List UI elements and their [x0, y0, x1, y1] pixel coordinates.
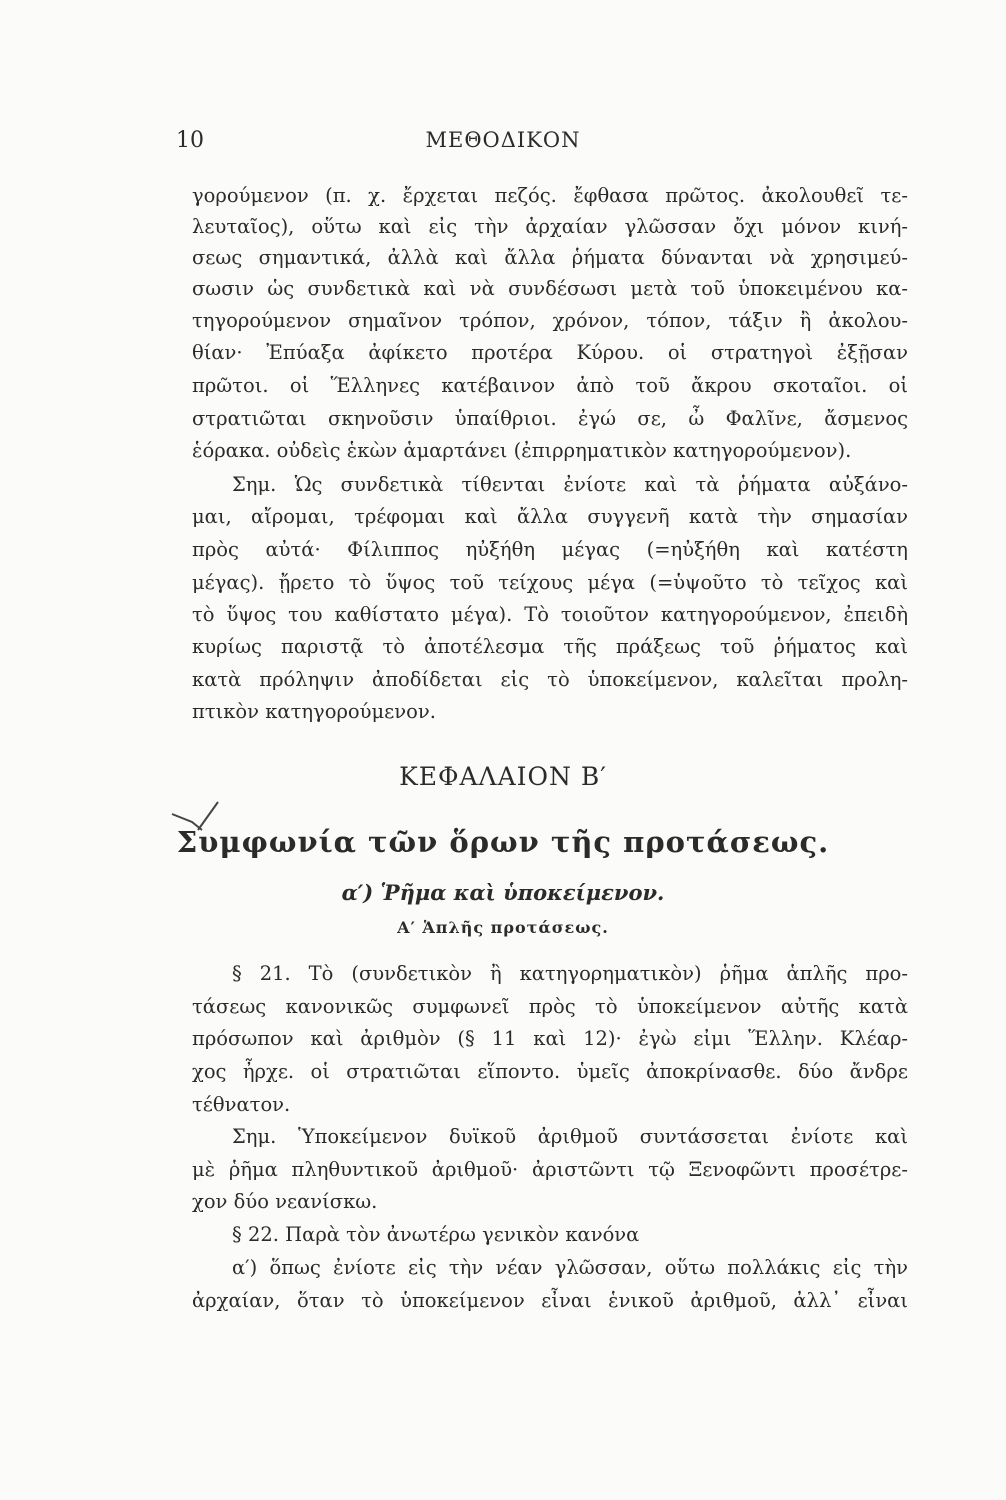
- text-line: Σημ. Ὑποκείμενον δυϊκοῦ ἀριθμοῦ συντάσσεται ἐνίοτε καὶ: [232, 1125, 908, 1148]
- text-line: μέγας). ᾔρετο τὸ ὕψος τοῦ τείχους μέγα (=ὑψοῦτο τὸ τεῖχος καὶ: [192, 571, 908, 594]
- text-line: μὲ ῥῆμα πληθυντικοῦ ἀριθμοῦ· ἀριστῶντι τῷ Ξενοφῶντι προσέτρε-: [192, 1158, 908, 1181]
- text-line: χον δύο νεανίσκω.: [192, 1190, 378, 1213]
- text-line: πρῶτοι. οἱ Ἕλληνες κατέβαινον ἀπὸ τοῦ ἄκρου σκοταῖοι. οἱ: [192, 374, 908, 397]
- section-title: Συμφωνία τῶν ὅρων τῆς προτάσεως.: [176, 825, 830, 859]
- text-line: § 21. Τὸ (συνδετικὸν ἢ κατηγορηματικὸν) ῥῆμα ἁπλῆς προ-: [232, 962, 908, 985]
- text-line: κυρίως παριστᾷ τὸ ἀποτέλεσμα τῆς πράξεως τοῦ ῥήματος καὶ: [192, 635, 908, 658]
- subsection-title: α′) Ῥῆμα καὶ ὑποκείμενον.: [341, 880, 665, 905]
- text-line: χος ἦρχε. οἱ στρατιῶται εἵποντο. ὑμεῖς ἀποκρίνασθε. δύο ἄνδρε: [192, 1060, 908, 1083]
- text-line: τάσεως κανονικῶς συμφωνεῖ πρὸς τὸ ὑποκείμενον αὐτῆς κατὰ: [192, 995, 908, 1018]
- text-line: κατὰ πρόληψιν ἀποδίδεται εἰς τὸ ὑποκείμενον, καλεῖται προλη-: [192, 668, 908, 691]
- page-number: 10: [176, 128, 204, 153]
- text-line: πτικὸν κατηγορούμενον.: [192, 700, 436, 723]
- subsubsection-title: Α′ Ἁπλῆς προτάσεως.: [397, 918, 609, 937]
- text-line: ἀρχαίαν, ὅταν τὸ ὑποκείμενον εἶναι ἑνικοῦ ἀριθμοῦ, ἀλλ᾽ εἶναι: [192, 1289, 908, 1312]
- text-line: λευταῖος), οὕτω καὶ εἰς τὴν ἀρχαίαν γλῶσσαν ὄχι μόνον κινή-: [192, 215, 908, 238]
- text-line: τέθνατον.: [192, 1093, 291, 1116]
- text-line: πρὸς αὐτά· Φίλιππος ηὐξήθη μέγας (=ηὐξήθη καὶ κατέστη: [192, 538, 908, 561]
- page-header: [0, 128, 1006, 160]
- text-line: τηγορούμενον σημαῖνον τρόπον, χρόνον, τόπον, τάξιν ἢ ἀκολου-: [192, 309, 908, 332]
- text-line: § 22. Παρὰ τὸν ἀνωτέρω γενικὸν κανόνα: [232, 1223, 640, 1246]
- text-line: τὸ ὕψος του καθίστατο μέγα). Τὸ τοιοῦτον κατηγορούμενον, ἐπειδὴ: [192, 603, 908, 626]
- text-line: θίαν· Ἐπύαξα ἀφίκετο προτέρα Κύρου. οἱ στρατηγοὶ ἐξῇσαν: [192, 341, 908, 364]
- text-line: στρατιῶται σκηνοῦσιν ὑπαίθριοι. ἐγώ σε, ὦ Φαλῖνε, ἄσμενος: [192, 407, 908, 430]
- text-line: σωσιν ὡς συνδετικὰ καὶ νὰ συνδέσωσι μετὰ τοῦ ὑποκειμένου κα-: [192, 277, 908, 300]
- chapter-heading: ΚΕΦΑΛΑΙΟΝ Β′: [399, 762, 607, 791]
- text-line: σεως σημαντικά, ἀλλὰ καὶ ἄλλα ῥήματα δύνανται νὰ χρησιμεύ-: [192, 246, 908, 269]
- running-title: ΜΕΘΟΔΙΚΟΝ: [425, 128, 581, 152]
- text-line: γορούμενον (π. χ. ἔρχεται πεζός. ἔφθασα πρῶτος. ἀκολουθεῖ τε-: [192, 184, 908, 207]
- text-line: α′) ὅπως ἐνίοτε εἰς τὴν νέαν γλῶσσαν, οὕτω πολλάκις εἰς τὴν: [232, 1256, 908, 1279]
- text-line: μαι, αἴρομαι, τρέφομαι καὶ ἄλλα συγγενῆ κατὰ τὴν σημασίαν: [192, 505, 908, 528]
- text-line: Σημ. Ὡς συνδετικὰ τίθενται ἐνίοτε καὶ τὰ ῥήματα αὐξάνο-: [232, 473, 908, 496]
- text-line: πρόσωπον καὶ ἀριθμὸν (§ 11 καὶ 12)· ἐγὼ εἰμι Ἕλλην. Κλέαρ-: [192, 1027, 908, 1050]
- text-line: ἑόρακα. οὐδεὶς ἑκὼν ἁμαρτάνει (ἐπιρρηματικὸν κατηγορούμενον).: [192, 439, 852, 462]
